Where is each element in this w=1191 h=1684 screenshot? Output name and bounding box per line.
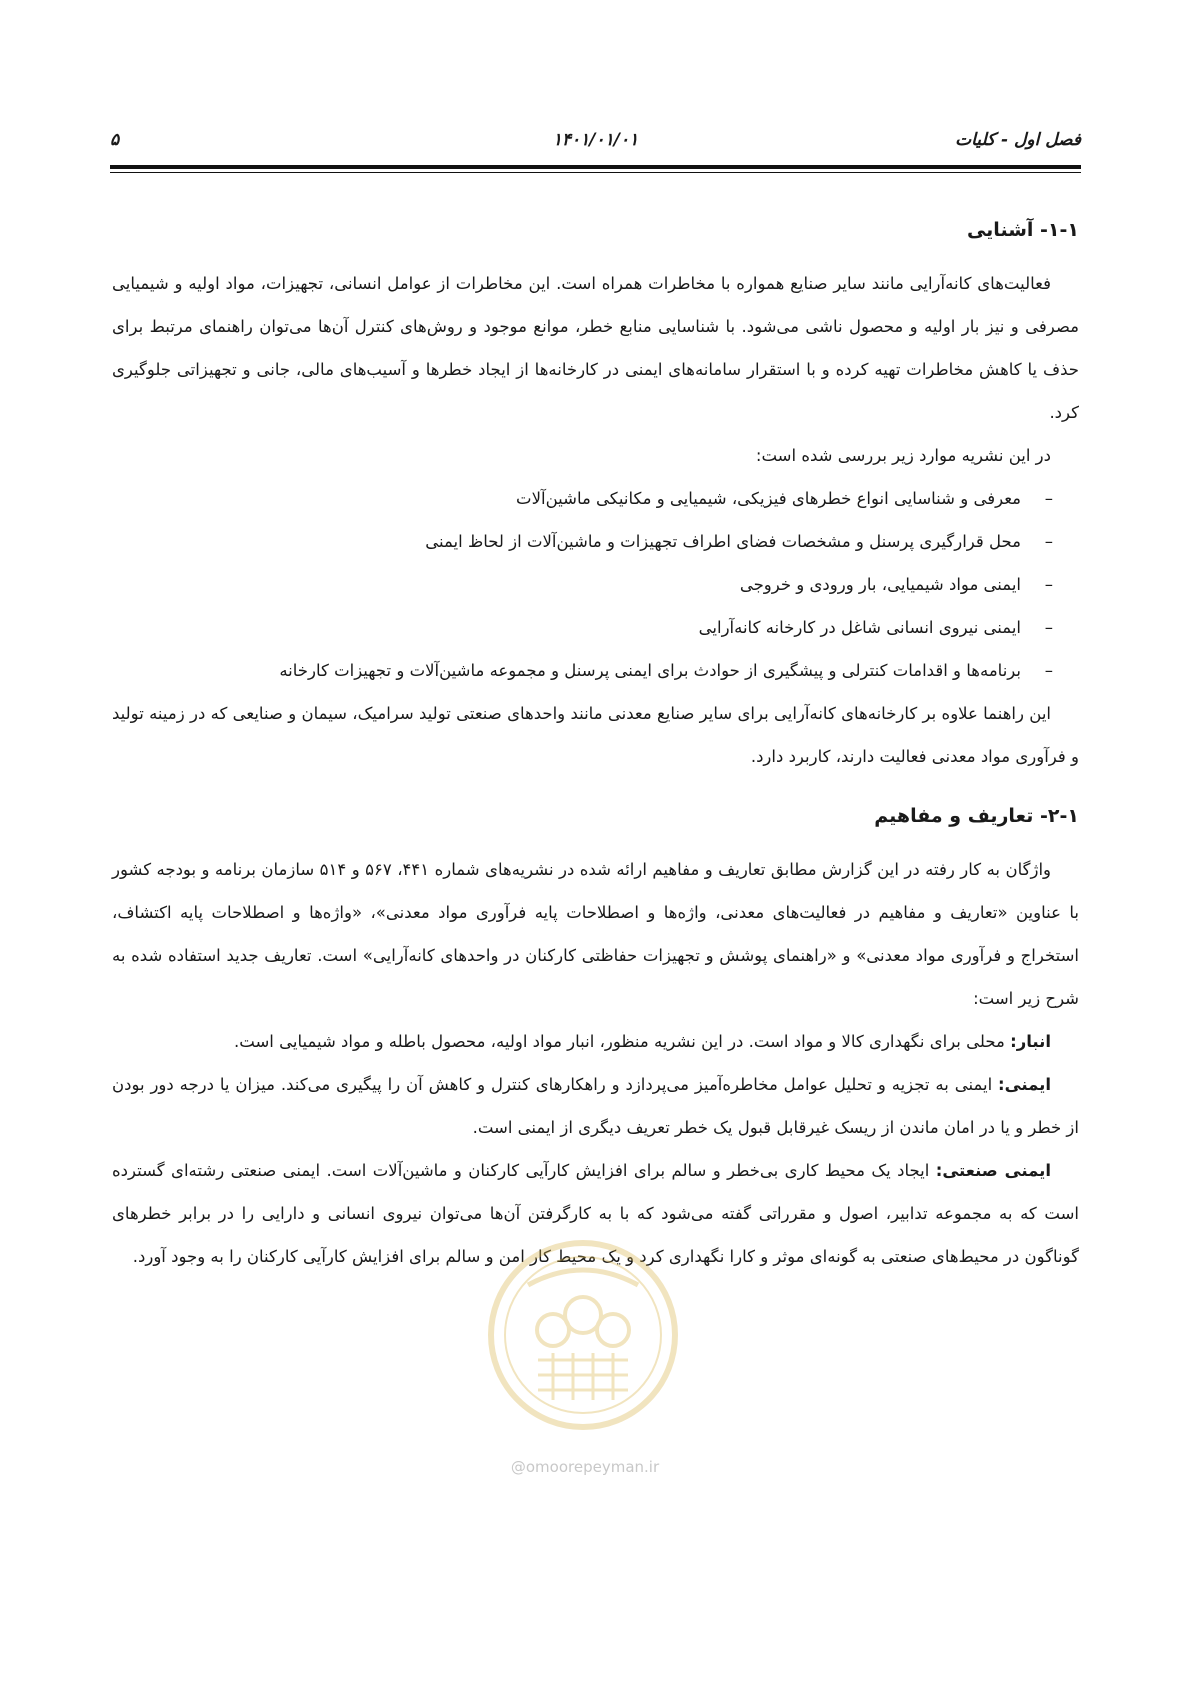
section-title-intro: ۱-۱- آشنایی xyxy=(966,219,1079,241)
intro-paragraph-3: این راهنما علاوه بر کارخانه‌های کانه‌آرایی برای سایر صنایع معدنی مانند واحدهای صنعتی تولید سرامیک، سیمان و صنایعی که در زمینه تولید و فرآوری مواد معدنی فعالیت دارند، کاربرد دارد. xyxy=(112,704,1079,766)
definition-safety xyxy=(112,1063,1079,1149)
list-item: – ایمنی نیروی انسانی شاغل در کارخانه کانه‌آرایی xyxy=(112,606,1053,649)
definition-term: انبار: xyxy=(1010,1032,1051,1051)
header-date: ۱۴۰۱/۰۱/۰۱ xyxy=(552,130,639,150)
header-rule-thin xyxy=(110,172,1081,173)
list-item: – برنامه‌ها و اقدامات کنترلی و پیشگیری از حوادث برای ایمنی پرسنل و مجموعه ماشین‌آلات و تجهیزات کارخانه xyxy=(112,649,1053,692)
page-content xyxy=(112,210,1079,1278)
definitions-intro-paragraph: واژگان به کار رفته در این گزارش مطابق تعاریف و مفاهیم ارائه شده در نشریه‌های شماره ۴۴۱، ۵۶۷ و ۵۱۴ سازمان برنامه و بودجه کشور با عناوین «تعاریف و مفاهیم در فعالیت‌های معدنی، واژه‌ها و اصطلاحات پایه فرآوری مواد معدنی»، «واژه‌ها و اصطلاحات پایه اکتشاف، استخراج و فرآوری مواد معدنی» و «راهنمای پوشش و تجهیزات حفاظتی کارکنان در واحدهای کانه‌آرایی» است. تعاریف جدید استفاده شده به شرح زیر است: xyxy=(112,860,1079,1008)
watermark-seal-icon xyxy=(478,1235,688,1435)
watermark-url: @omoorepeyman.ir xyxy=(510,1458,660,1476)
intro-paragraph-1: فعالیت‌های کانه‌آرایی مانند سایر صنایع همواره با مخاطرات همراه است. این مخاطرات از عوامل انسانی، تجهیزات، مواد اولیه و شیمیایی مصرفی و نیز بار اولیه و محصول ناشی می‌شود. با شناسایی منابع خطر، موانع موجود و روش‌های کنترل آن‌ها می‌توان راهنمای مرتبط برای حذف یا کاهش مخاطرات تهیه کرده و با استقرار سامانه‌های ایمنی در کارخانه‌ها از ایجاد خطرها و آسیب‌های مالی، جانی و تجهیزاتی جلوگیری کرد. xyxy=(112,274,1079,422)
definition-text: ایجاد یک محیط کاری بی‌خطر و سالم برای افزایش کارآیی کارکنان و ماشین‌آلات است. ایمنی صنعتی رشته‌ای گسترده است که به مجموعه تدابیر، اصول و مقرراتی گفته می‌شود که با به کارگرفتن آن‌ها می‌توان نیروی انسانی و دارایی را در برابر خطرهای گوناگون در محیط‌های صنعتی به گونه‌ای موثر و کارا نگهداری کرد و یک محیط کار امن و سالم برای افزایش کارآیی کارکنان را به وجود آورد. xyxy=(112,1161,1079,1266)
definition-term: ایمنی صنعتی: xyxy=(935,1161,1051,1180)
definition-text: ایمنی به تجزیه و تحلیل عوامل مخاطره‌آمیز می‌پردازد و راهکارهای کنترل و کاهش آن را پیگیری می‌کند. میزان یا درجه دور بودن از خطر و یا در امان ماندن از ریسک غیرقابل قبول یک خطر تعریف دیگری از ایمنی است. xyxy=(112,1075,1079,1137)
list-item: – معرفی و شناسایی انواع خطرهای فیزیکی، شیمیایی و مکانیکی ماشین‌آلات xyxy=(112,477,1053,520)
list-item: – محل قرارگیری پرسنل و مشخصات فضای اطراف تجهیزات و ماشین‌آلات از لحاظ ایمنی xyxy=(112,520,1053,563)
definition-text: محلی برای نگهداری کالا و مواد است. در این نشریه منظور، انبار مواد اولیه، محصول باطله و مواد شیمیایی است. xyxy=(234,1032,1011,1051)
topics-list xyxy=(112,477,1079,692)
page-header xyxy=(110,130,1081,160)
definition-warehouse xyxy=(112,1020,1079,1063)
page-number: ۵ xyxy=(110,130,120,150)
list-item: – ایمنی مواد شیمیایی، بار ورودی و خروجی xyxy=(112,563,1053,606)
header-rule-thick xyxy=(110,165,1081,169)
chapter-title: فصل اول - کلیات xyxy=(955,130,1081,150)
section-title-definitions: ۲-۱- تعاریف و مفاهیم xyxy=(874,805,1079,827)
definition-term: ایمنی: xyxy=(998,1075,1051,1094)
intro-paragraph-2: در این نشریه موارد زیر بررسی شده است: xyxy=(755,446,1051,465)
